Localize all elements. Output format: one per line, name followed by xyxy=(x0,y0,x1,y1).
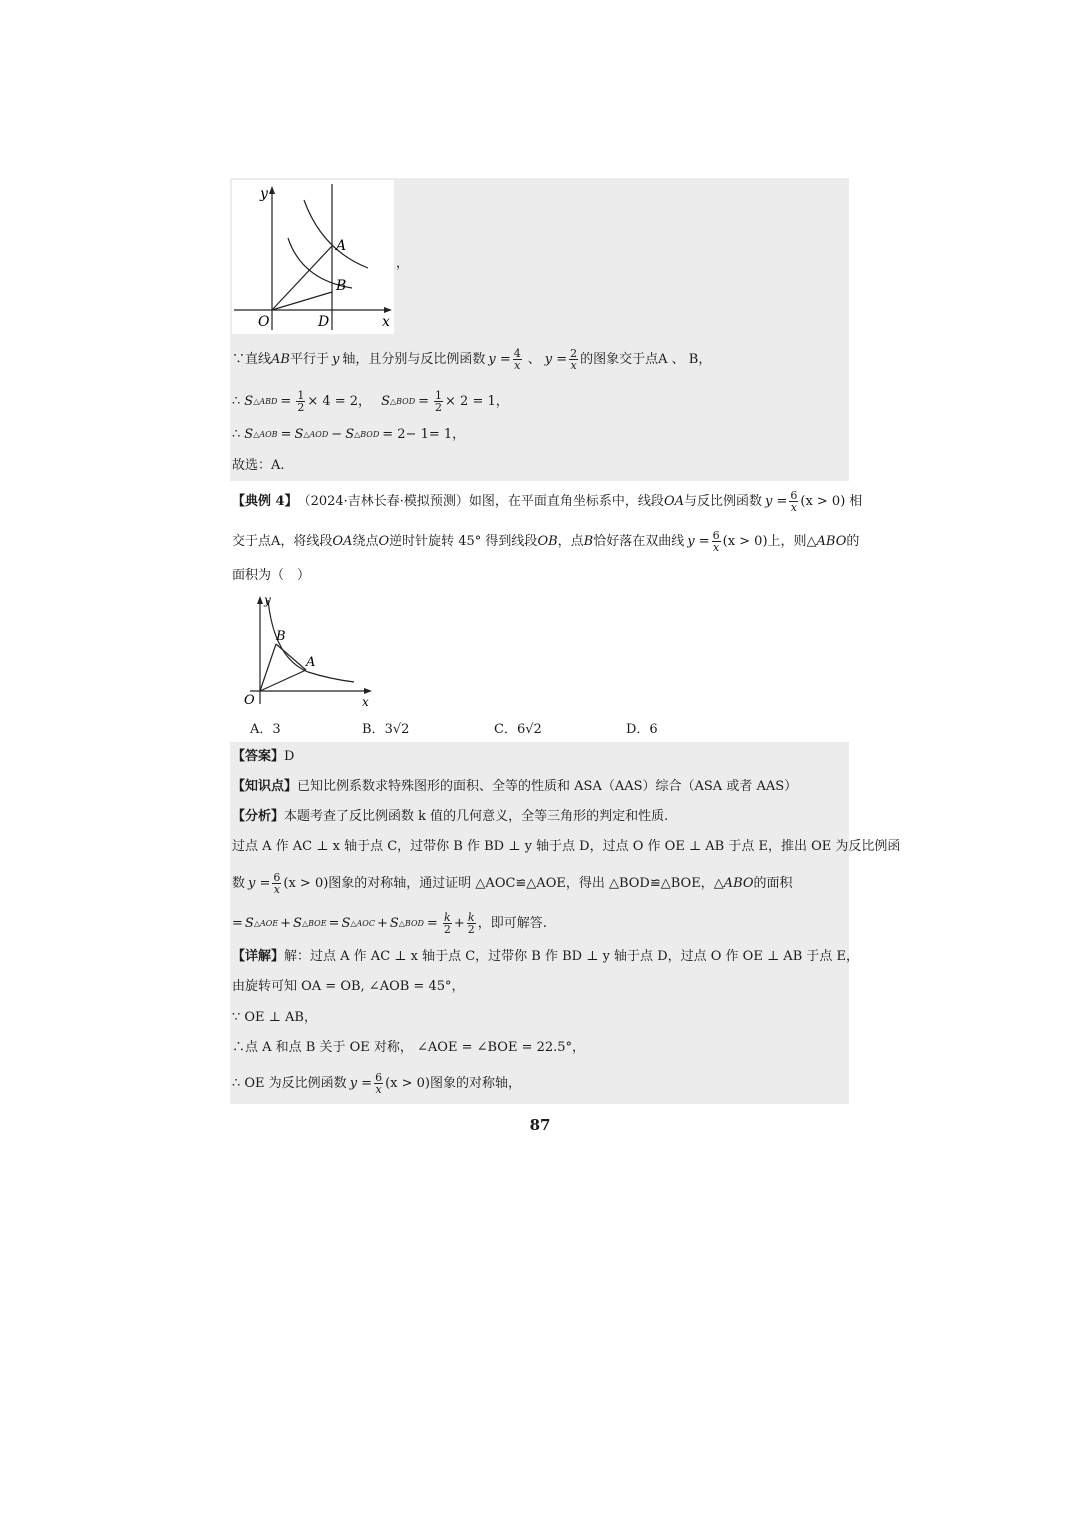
label-b: B xyxy=(276,629,286,644)
formula: y = xyxy=(349,1075,373,1091)
text: 图象的对称轴， xyxy=(429,1075,521,1091)
text: △ABO xyxy=(713,875,754,891)
numerator: 2 xyxy=(570,347,578,360)
detail-line xyxy=(232,948,859,966)
subscript: △BOD xyxy=(354,430,380,439)
text: 轴，且分别与反比例函数 xyxy=(342,351,486,367)
knowledge-text: 已知比例系数求特殊图形的面积、全等的性质和 ASA（AAS）综合（ASA 或者 AAS） xyxy=(297,779,798,794)
text: 绕点 xyxy=(352,533,379,549)
text: (x > 0) xyxy=(283,875,329,891)
text: + xyxy=(453,915,465,931)
knowledge-line xyxy=(232,778,797,796)
fraction xyxy=(296,390,305,413)
subscript: △AOD xyxy=(303,430,329,439)
text: + xyxy=(376,915,388,931)
text: = xyxy=(232,915,243,931)
option-c[interactable] xyxy=(494,718,542,737)
text: S xyxy=(341,915,351,931)
text: OA xyxy=(663,493,684,509)
text: = 2− 1= 1， xyxy=(382,427,466,442)
text: S xyxy=(345,427,355,442)
text: OA xyxy=(332,533,353,549)
text: = xyxy=(418,393,430,409)
text: 恰好落在双曲线 xyxy=(593,533,685,549)
detail-text: 解：过点 A 作 AC ⊥ x 轴于点 C，过带你 B 作 BD ⊥ y 轴于点 D，过点 O 作 OE ⊥ AB 于点 E， xyxy=(284,949,860,964)
text: S xyxy=(244,915,254,931)
segment-ob xyxy=(260,644,276,691)
subscript: △BOE xyxy=(301,918,327,928)
fraction xyxy=(374,1072,383,1095)
example-tag: 【典例 4】 xyxy=(232,493,298,509)
text: （2024·吉林长春·模拟预测）如图，在平面直角坐标系中，线段 xyxy=(297,493,664,509)
numerator: 6 xyxy=(375,1071,383,1084)
label-y: y xyxy=(264,593,271,607)
label-y: y xyxy=(260,186,268,202)
numerator: k xyxy=(467,911,475,924)
label-a: A xyxy=(336,238,347,254)
example4-line-3: 面积为（ ） xyxy=(232,568,311,583)
option-label: C． xyxy=(494,722,517,737)
text: 图象的对称轴，通过证明 △AOC≌△AOE，得出 △BOD≌△BOE， xyxy=(328,875,714,891)
text: 平行于 xyxy=(289,351,329,367)
figure-1-svg xyxy=(232,180,394,334)
text: △ABO xyxy=(806,533,847,549)
option-value: 6√2 xyxy=(516,722,542,737)
text: S xyxy=(293,915,302,931)
numerator: 6 xyxy=(712,529,720,542)
text: 、 xyxy=(527,351,541,367)
text: y xyxy=(331,351,340,367)
text: S xyxy=(244,393,254,409)
answer-tag: 【答案】 xyxy=(232,749,285,764)
text: = xyxy=(426,915,438,931)
analysis-tag: 【分析】 xyxy=(232,809,285,824)
formula: y = xyxy=(544,351,568,367)
text: S xyxy=(381,393,390,409)
text: × 2 = 1， xyxy=(445,393,509,409)
solution-line-2 xyxy=(232,390,509,413)
text: ∵直线 xyxy=(232,351,272,367)
text: B xyxy=(583,533,594,549)
text: 的 xyxy=(846,533,860,549)
denominator: x xyxy=(514,359,521,372)
text: = xyxy=(280,427,292,442)
fraction xyxy=(712,530,721,553)
solution-line-1 xyxy=(232,348,711,371)
numerator: 6 xyxy=(273,871,281,884)
text: S xyxy=(244,427,254,442)
formula: y = xyxy=(488,351,511,367)
subscript: △AOB xyxy=(253,430,278,439)
knowledge-tag: 【知识点】 xyxy=(232,779,298,794)
denominator: x xyxy=(790,501,797,514)
analysis-p3 xyxy=(232,912,547,935)
label-a: A xyxy=(306,655,316,670)
example4-line-1 xyxy=(232,490,862,513)
page-number: 87 xyxy=(529,1116,551,1134)
denominator: x xyxy=(273,883,280,896)
detail-d1: 由旋转可知 OA = OB, ∠AOB = 45°， xyxy=(232,979,465,994)
text: S xyxy=(294,427,304,442)
y-axis-arrow xyxy=(269,186,275,194)
curve-4-over-x xyxy=(304,200,368,268)
analysis-p1: 过点 A 作 AC ⊥ x 轴于点 C，过带你 B 作 BD ⊥ y 轴于点 D，过点 O 作 OE ⊥ AB 于点 E，推出 OE 为反比例函 xyxy=(232,839,901,854)
text: = xyxy=(280,393,292,409)
y-axis-arrow xyxy=(257,596,263,604)
answer-line xyxy=(232,748,294,766)
text: (x > 0) xyxy=(722,533,768,549)
text: 的面积 xyxy=(753,875,793,891)
text: 的图象交于点A 、 B， xyxy=(580,351,712,367)
solution-line-3 xyxy=(232,426,465,444)
text: − xyxy=(331,427,343,442)
text: OB xyxy=(537,533,558,549)
denominator: x xyxy=(570,359,577,372)
analysis-p2 xyxy=(232,872,793,895)
label-o: O xyxy=(244,693,255,708)
x-axis-arrow xyxy=(364,688,372,694)
denominator: 2 xyxy=(443,923,451,936)
option-d[interactable]: D．6 xyxy=(626,722,658,737)
denominator: x xyxy=(713,541,720,554)
option-b[interactable] xyxy=(362,718,409,737)
option-value: 3√2 xyxy=(384,722,410,737)
numerator: 4 xyxy=(513,347,521,360)
text: = xyxy=(328,915,340,931)
fraction xyxy=(434,390,443,413)
detail-tag: 【详解】 xyxy=(232,949,285,964)
detail-d2: ∵ OE ⊥ AB， xyxy=(232,1010,317,1025)
formula: y = xyxy=(687,533,710,549)
subscript: △ABD xyxy=(253,396,278,406)
fraction xyxy=(443,912,452,935)
analysis-text: 本题考查了反比例函数 k 值的几何意义，全等三角形的判定和性质. xyxy=(284,809,669,824)
x-axis-arrow xyxy=(384,307,392,313)
text: AB xyxy=(271,351,290,367)
text: + xyxy=(280,915,292,931)
fraction xyxy=(467,912,476,935)
figure-inverse-functions xyxy=(232,180,394,334)
text: O xyxy=(378,533,390,549)
formula: y = xyxy=(765,493,788,509)
subscript: △BOD xyxy=(389,396,416,406)
text: × 4 = 2， xyxy=(307,393,372,409)
label-b: B xyxy=(336,278,347,294)
text: ，即可解答. xyxy=(477,915,547,931)
solution-answer: 故选：A. xyxy=(232,458,285,473)
label-d: D xyxy=(318,314,330,330)
text: (x > 0) xyxy=(385,1075,430,1091)
numerator: k xyxy=(443,911,451,924)
text: S xyxy=(389,915,399,931)
text: 与反比例函数 xyxy=(683,493,762,509)
text: 逆时针旋转 45° 得到线段 xyxy=(389,533,538,549)
subscript: △AOE xyxy=(253,918,279,928)
denominator: 2 xyxy=(435,401,443,414)
option-label: B． xyxy=(362,722,385,737)
figure-2-svg xyxy=(230,592,376,708)
detail-d4 xyxy=(232,1072,521,1095)
text: 相 xyxy=(849,493,863,509)
fraction xyxy=(789,490,798,513)
detail-d3: ∴点 A 和点 B 关于 OE 对称， ∠AOE = ∠BOE = 22.5°， xyxy=(232,1040,586,1055)
figure-rotation xyxy=(230,592,376,708)
segment-oa xyxy=(260,670,306,691)
denominator: 2 xyxy=(297,401,305,414)
formula: y = xyxy=(248,875,271,891)
example4-line-2 xyxy=(232,530,859,553)
numerator: 1 xyxy=(297,389,305,402)
numerator: 1 xyxy=(435,389,443,402)
label-o: O xyxy=(258,314,270,330)
segment-ab xyxy=(276,644,306,670)
fraction xyxy=(272,872,281,895)
fraction xyxy=(569,348,578,371)
label-x: x xyxy=(362,695,369,708)
text: ，点 xyxy=(557,533,584,549)
therefore-symbol: ∴ xyxy=(232,393,241,409)
numerator: 6 xyxy=(790,489,798,502)
text: (x > 0) xyxy=(800,493,846,509)
analysis-line xyxy=(232,808,668,826)
text: 交于点A，将线段 xyxy=(232,533,333,549)
subscript: △BOD xyxy=(398,918,424,928)
text: 数 xyxy=(232,875,246,891)
text: ∴ OE 为反比例函数 xyxy=(232,1075,347,1091)
fraction xyxy=(513,348,522,371)
subscript: △AOC xyxy=(350,918,375,928)
text: 上，则 xyxy=(767,533,807,549)
figure-trailing-comma: ， xyxy=(396,256,410,271)
therefore-symbol: ∴ xyxy=(232,427,241,442)
label-x: x xyxy=(382,314,390,330)
denominator: 2 xyxy=(467,923,475,936)
denominator: x xyxy=(375,1083,382,1096)
answer-value: D xyxy=(284,749,295,764)
option-a[interactable]: A．3 xyxy=(250,722,281,737)
